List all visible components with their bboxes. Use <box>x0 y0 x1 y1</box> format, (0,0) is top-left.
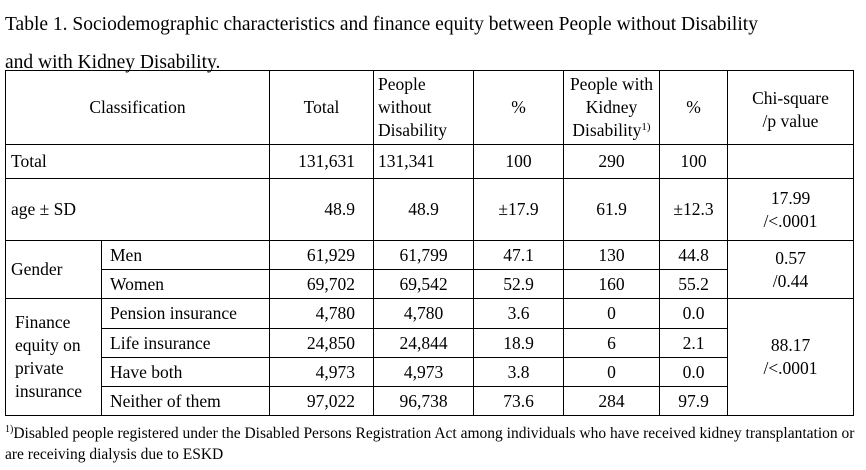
header-people-without-disability <box>374 71 474 145</box>
table-row-neither <box>6 387 854 416</box>
header-percent-2: % <box>660 71 728 145</box>
row-women-total: 69,702 <box>270 270 374 299</box>
header-with-footnote-marker: 1) <box>641 121 651 133</box>
header-row <box>6 71 854 145</box>
row-gender-chi-line-2: /0.44 <box>772 270 809 291</box>
table-row-age <box>6 179 854 241</box>
row-age-chi <box>728 179 854 241</box>
row-finance-label-line-1: Finance <box>15 312 71 332</box>
footnote-marker: 1) <box>5 424 14 435</box>
header-with-line-3-text: Disability <box>572 120 642 140</box>
row-age-pct1: ±17.9 <box>474 179 564 241</box>
row-total-pct1: 100 <box>474 145 564 179</box>
header-percent-1: % <box>474 71 564 145</box>
row-finance-label <box>6 299 102 416</box>
row-finance-chi-line-1: 88.17 <box>770 335 811 355</box>
row-men-label: Men <box>102 241 270 270</box>
header-without-line-1: People <box>378 74 426 94</box>
row-neither-pct1: 73.6 <box>474 387 564 416</box>
row-women-pct2: 55.2 <box>660 270 728 299</box>
header-classification: Classification <box>6 71 270 145</box>
data-table <box>5 70 854 416</box>
row-age-label: age ± SD <box>6 179 270 241</box>
row-neither-total: 97,022 <box>270 387 374 416</box>
row-age-without: 48.9 <box>374 179 474 241</box>
table-row-men <box>6 241 854 270</box>
row-life-without: 24,844 <box>374 329 474 358</box>
table-row-both <box>6 358 854 387</box>
header-without-line-3: Disability <box>378 120 448 140</box>
table-row-women <box>6 270 854 299</box>
row-neither-pct2: 97.9 <box>660 387 728 416</box>
row-women-pct1: 52.9 <box>474 270 564 299</box>
row-gender-chi-line-1: 0.57 <box>775 247 806 268</box>
footnote-text: Disabled people registered under the Disabled Persons Registration Act among individuals who have received kidney transplantation or are receiving dialysis due to ESKD <box>5 425 855 463</box>
row-pension-pct2: 0.0 <box>660 299 728 329</box>
row-men-total: 61,929 <box>270 241 374 270</box>
header-with-line-3 <box>564 119 659 142</box>
row-total-without: 131,341 <box>374 145 474 179</box>
row-total-pct2: 100 <box>660 145 728 179</box>
row-finance-label-line-3: private <box>15 358 64 378</box>
row-women-label: Women <box>102 270 270 299</box>
caption-line-2: and with Kidney Disability. <box>5 52 221 73</box>
row-both-total: 4,973 <box>270 358 374 387</box>
row-pension-label: Pension insurance <box>102 299 270 329</box>
row-finance-chi <box>728 299 854 416</box>
header-people-with-kidney-disability <box>564 71 660 145</box>
row-women-with: 160 <box>564 270 660 299</box>
row-finance-label-line-4: insurance <box>15 381 83 401</box>
row-age-chi-line-1: 17.99 <box>770 187 811 208</box>
row-neither-label: Neither of them <box>102 387 270 416</box>
row-total-chi <box>728 145 854 179</box>
row-life-label: Life insurance <box>102 329 270 358</box>
header-with-line-2: Kidney <box>585 97 638 117</box>
row-age-pct2: ±12.3 <box>660 179 728 241</box>
row-gender-chi <box>728 241 854 299</box>
row-men-pct2: 44.8 <box>660 241 728 270</box>
caption-line-1: Table 1. Sociodemographic characteristics and finance equity between People without Disability <box>5 14 758 35</box>
table-row-life <box>6 329 854 358</box>
header-chi-square <box>728 71 854 145</box>
table-row-total <box>6 145 854 179</box>
row-pension-without: 4,780 <box>374 299 474 329</box>
row-pension-pct1: 3.6 <box>474 299 564 329</box>
header-chi-line-2: /p value <box>762 111 819 131</box>
header-total: Total <box>270 71 374 145</box>
row-neither-with: 284 <box>564 387 660 416</box>
row-women-without: 69,542 <box>374 270 474 299</box>
row-both-without: 4,973 <box>374 358 474 387</box>
row-finance-chi-line-2: /<.0001 <box>763 358 818 378</box>
row-life-total: 24,850 <box>270 329 374 358</box>
row-life-pct2: 2.1 <box>660 329 728 358</box>
header-chi-line-1: Chi-square <box>752 88 829 108</box>
row-age-with: 61.9 <box>564 179 660 241</box>
row-both-with: 0 <box>564 358 660 387</box>
row-age-total: 48.9 <box>270 179 374 241</box>
row-pension-with: 0 <box>564 299 660 329</box>
table-footnote <box>5 423 865 465</box>
row-men-without: 61,799 <box>374 241 474 270</box>
header-without-line-2: without <box>378 97 432 117</box>
row-pension-total: 4,780 <box>270 299 374 329</box>
row-both-label: Have both <box>102 358 270 387</box>
row-life-pct1: 18.9 <box>474 329 564 358</box>
row-men-pct1: 47.1 <box>474 241 564 270</box>
row-total-with: 290 <box>564 145 660 179</box>
row-total-label: Total <box>6 145 270 179</box>
row-gender-label: Gender <box>6 241 102 299</box>
row-men-with: 130 <box>564 241 660 270</box>
row-total-total: 131,631 <box>270 145 374 179</box>
table-row-pension <box>6 299 854 329</box>
header-with-line-1: People with <box>569 74 654 94</box>
row-neither-without: 96,738 <box>374 387 474 416</box>
row-age-chi-line-2: /<.0001 <box>763 210 818 231</box>
row-life-with: 6 <box>564 329 660 358</box>
row-both-pct2: 0.0 <box>660 358 728 387</box>
row-both-pct1: 3.8 <box>474 358 564 387</box>
row-finance-label-line-2: equity on <box>15 335 81 355</box>
